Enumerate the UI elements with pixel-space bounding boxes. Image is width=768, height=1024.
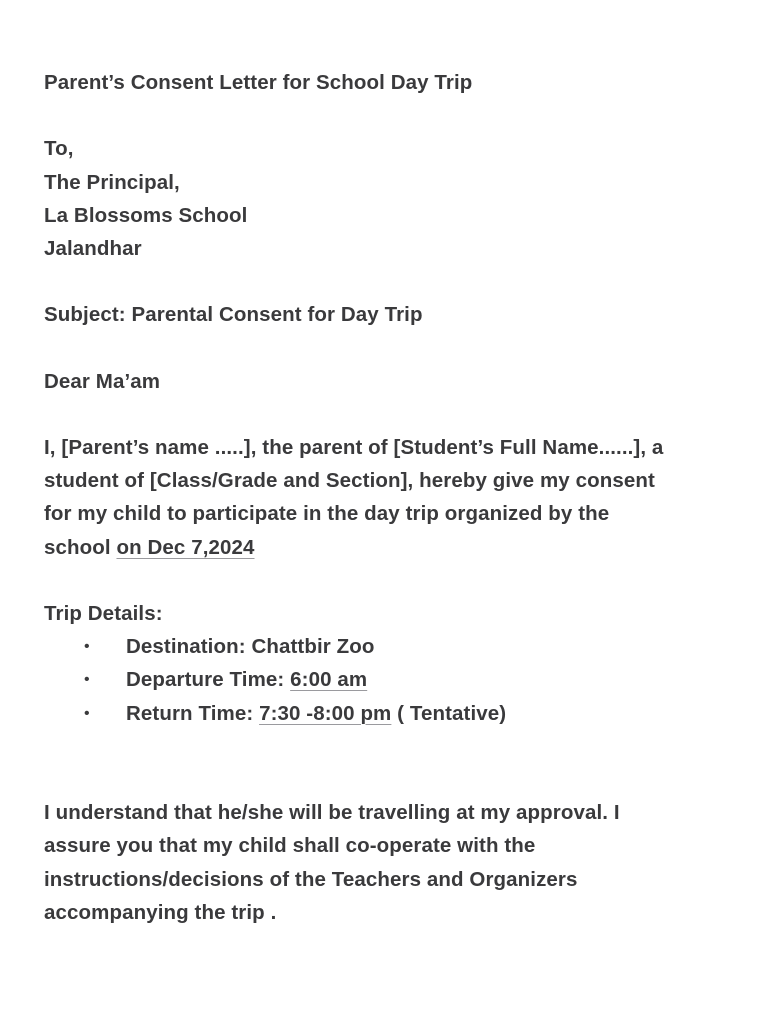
closing-line: assure you that my child shall co-operate with the [44, 834, 536, 858]
body-line: for my child to participate in the day trip organized by the [44, 502, 610, 526]
recipient-salutation: To, [44, 137, 74, 161]
letter-greeting: Dear Ma’am [44, 369, 161, 393]
spacer [44, 730, 734, 763]
trip-date: on Dec 7,2024 [116, 535, 255, 559]
spacer [44, 265, 734, 298]
body-line [44, 531, 734, 564]
list-item-return [44, 697, 734, 730]
list-item-departure [44, 663, 734, 696]
body-line: student of [Class/Grade and Section], hereby give my consent [44, 469, 655, 493]
letter-subject: Subject: Parental Consent for Day Trip [44, 303, 423, 327]
departure-time: 6:00 am [290, 668, 368, 692]
spacer [44, 564, 734, 597]
bullet-icon: • [84, 704, 90, 722]
list-item-destination [44, 630, 734, 663]
body-line-prefix: school [44, 535, 117, 559]
return-time: 7:30 -8:00 pm [259, 701, 392, 725]
spacer [44, 763, 734, 796]
return-label: Return Time: [126, 701, 260, 725]
letter-title: Parent’s Consent Letter for School Day Trip [44, 71, 473, 94]
trip-details-list [44, 630, 734, 730]
closing-line: I understand that he/she will be travelling at my approval. I [44, 801, 620, 825]
closing-paragraph [44, 796, 734, 929]
body-line: I, [Parent’s name .....], the parent of [Student’s Full Name......], a [44, 436, 664, 460]
recipient-name: The Principal, [44, 170, 180, 194]
destination-text: Destination: Chattbir Zoo [126, 635, 375, 659]
trip-details [44, 597, 734, 730]
recipient-block [44, 132, 734, 265]
letter-document [44, 66, 734, 929]
departure-label: Departure Time: [126, 668, 291, 692]
bullet-icon: • [84, 671, 90, 689]
recipient-city: Jalandhar [44, 236, 142, 260]
return-note: ( Tentative) [391, 701, 507, 725]
trip-details-heading: Trip Details: [44, 602, 163, 625]
spacer [44, 398, 734, 431]
body-paragraph [44, 431, 734, 564]
closing-line: instructions/decisions of the Teachers and Organizers [44, 867, 578, 891]
spacer [44, 332, 734, 365]
bullet-icon: • [84, 638, 90, 656]
spacer [44, 99, 734, 132]
recipient-school: La Blossoms School [44, 203, 248, 227]
closing-line: accompanying the trip . [44, 900, 277, 924]
